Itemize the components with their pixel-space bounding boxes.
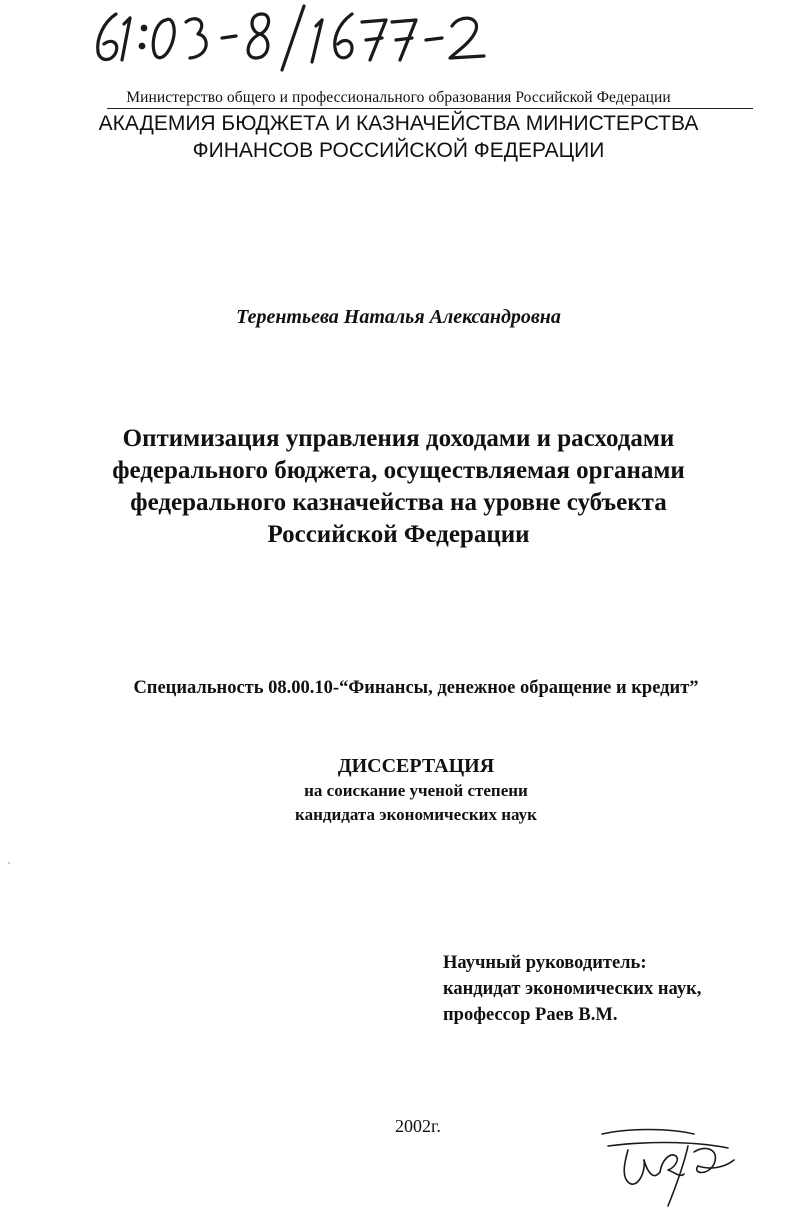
author-name: Терентьева Наталья Александровна: [236, 306, 561, 328]
specialty: Специальность 08.00.10-“Финансы, денежное обращение и кредит”: [133, 678, 699, 698]
thesis-title-line-4: Российской Федерации: [267, 521, 530, 548]
thesis-title-line-3: федерального казначейства на уровне субъекта: [130, 489, 667, 516]
handwritten-archive-number: [86, 0, 506, 78]
academy-name: [0, 110, 797, 164]
supervisor-block: [443, 950, 701, 1028]
supervisor-degree: кандидат экономических наук,: [443, 979, 702, 999]
dissertation-heading: ДИССЕРТАЦИЯ: [337, 755, 495, 777]
thesis-title-line-1: Оптимизация управления доходами и расходами: [122, 425, 675, 452]
academy-name-line-2: ФИНАНСОВ РОССИЙСКОЙ ФЕДЕРАЦИИ: [192, 139, 605, 162]
dissertation-degree-line-2: кандидата экономических наук: [295, 805, 537, 824]
academy-name-line-1: АКАДЕМИЯ БЮДЖЕТА И КАЗНАЧЕЙСТВА МИНИСТЕРСТВА: [98, 112, 699, 135]
year: 2002г.: [395, 1116, 441, 1136]
ministry-underline: [107, 108, 753, 109]
supervisor-name: профессор Раев В.М.: [443, 1005, 618, 1025]
scan-speck: [8, 862, 10, 864]
dissertation-degree-line-1: на соискание ученой степени: [304, 781, 528, 800]
ministry-name: Министерство общего и профессионального образования Российской Федерации: [126, 89, 671, 106]
supervisor-label: Научный руководитель:: [443, 953, 647, 973]
thesis-title: [0, 423, 797, 551]
dissertation-block: [0, 753, 797, 827]
signature-image: [598, 1124, 738, 1210]
thesis-title-line-2: федерального бюджета, осуществляемая органами: [112, 457, 685, 484]
